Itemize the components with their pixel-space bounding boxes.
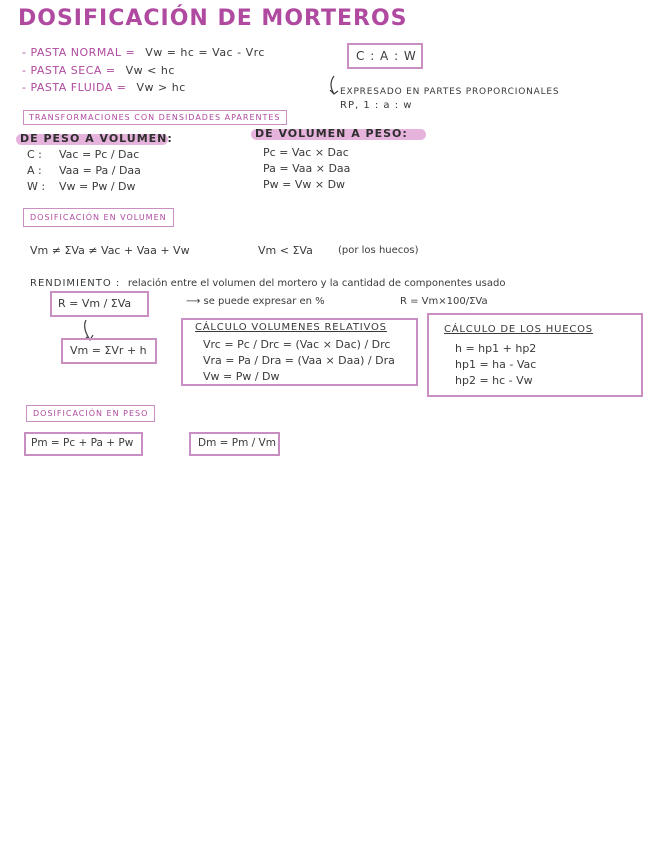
peso-volumen-value: Vaa = Pa / Daa [59,164,141,177]
volumen-peso-heading: DE VOLUMEN A PESO: [255,127,408,140]
relativos-row: Vw = Pw / Dw [203,370,280,383]
ratio-text: C : A : W [356,49,417,63]
vm-lt-formula: Vm < ΣVa [258,244,313,257]
rendimiento-row [30,276,505,289]
pasta-normal-label: - PASTA NORMAL = [22,46,136,59]
pasta-normal [22,46,265,59]
peso-volumen-key: W : [27,180,46,193]
volumen-peso-row: Pw = Vw × Dw [263,178,346,191]
peso-volumen-row [27,180,136,193]
ratio-note-line2: RP, 1 : a : w [340,100,413,111]
dosif-volumen-label: DOSIFICACIÓN EN VOLUMEN [23,208,174,227]
rendimiento-text: relación entre el volumen del mortero y la cantidad de componentes usado [127,278,506,289]
transformaciones-label: TRANSFORMACIONES CON DENSIDADES APARENTES [23,110,287,125]
r-formula: R = Vm / ΣVa [58,297,132,310]
peso-volumen-key: C : [27,148,42,161]
peso-volumen-value: Vac = Pc / Dac [59,148,140,161]
pasta-seca-label: - PASTA SECA = [22,64,116,77]
pasta-normal-formula: Vw = hc = Vac - Vrc [145,46,265,59]
vm-neq-formula: Vm ≠ ΣVa ≠ Vac + Vaa + Vw [30,244,190,257]
dm-formula: Dm = Pm / Vm [198,437,276,449]
pm-formula: Pm = Pc + Pa + Pw [31,437,134,449]
volumen-peso-row: Pc = Vac × Dac [263,146,349,159]
pasta-fluida-label: - PASTA FLUIDA = [22,81,127,94]
pasta-seca-formula: Vw < hc [125,64,175,77]
dosif-peso-label: DOSIFICACIÓN EN PESO [26,405,155,422]
peso-volumen-row [27,148,139,161]
volumen-peso-row: Pa = Vaa × Daa [263,162,351,175]
ratio-note-line1: EXPRESADO EN PARTES PROPORCIONALES [340,87,560,97]
vm-formula: Vm = ΣVr + h [70,344,147,357]
relativos-heading: CÁLCULO VOLUMENES RELATIVOS [195,322,387,333]
pasta-seca [22,64,175,77]
pasta-fluida [22,81,186,94]
peso-volumen-heading: DE PESO A VOLUMEN: [20,132,173,145]
r-percent-formula: R = Vm×100/ΣVa [400,296,488,307]
pasta-fluida-formula: Vw > hc [136,81,186,94]
huecos-row: hp2 = hc - Vw [455,374,533,387]
relativos-row: Vra = Pa / Dra = (Vaa × Daa) / Dra [203,354,395,367]
vm-lt-note: (por los huecos) [338,245,419,256]
huecos-row: h = hp1 + hp2 [455,342,537,355]
relativos-row: Vrc = Pc / Drc = (Vac × Dac) / Drc [203,338,391,351]
huecos-heading: CÁLCULO DE LOS HUECOS [444,324,593,335]
peso-volumen-row [27,164,141,177]
r-arrow-text: ⟶ se puede expresar en % [186,296,325,307]
huecos-row: hp1 = ha - Vac [455,358,537,371]
page-title: DOSIFICACIÓN DE MORTEROS [18,6,408,31]
rendimiento-label: RENDIMIENTO : [30,278,121,289]
peso-volumen-value: Vw = Pw / Dw [59,180,136,193]
peso-volumen-key: A : [27,164,42,177]
